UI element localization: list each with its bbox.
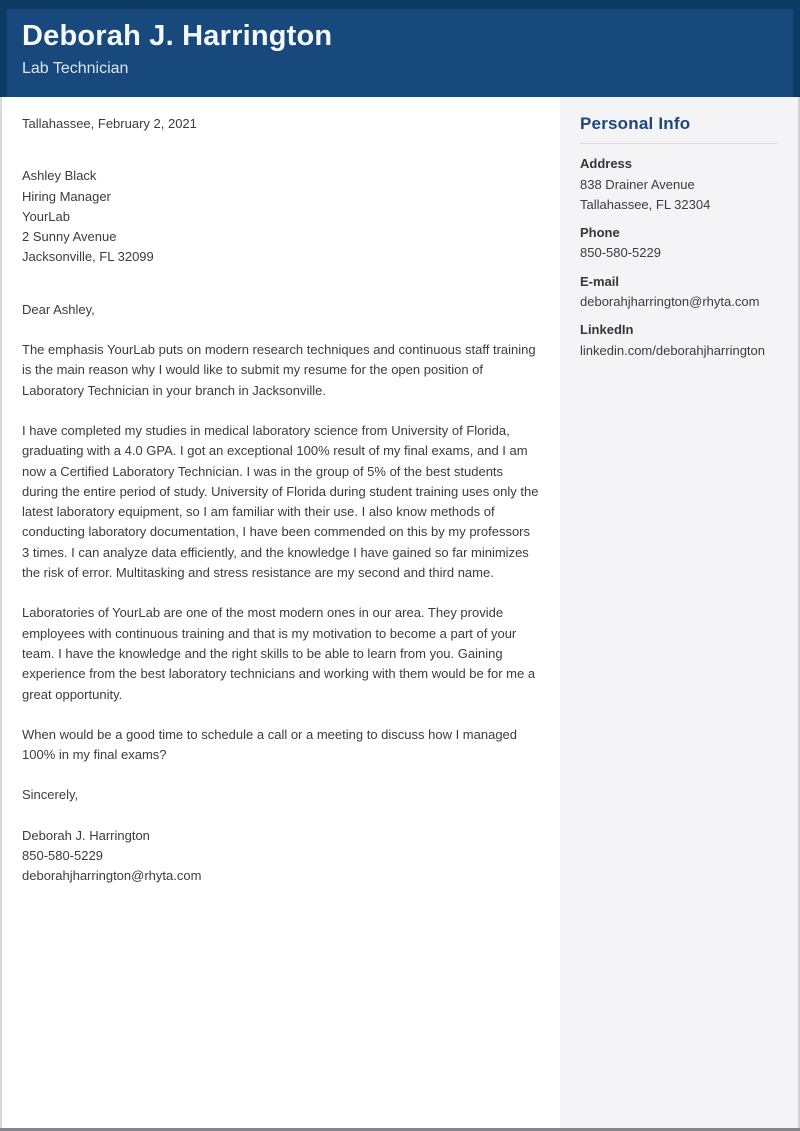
letter-header <box>0 0 800 97</box>
signature-line: Deborah J. Harrington <box>22 827 150 843</box>
sidebar-section-label: E-mail <box>580 273 620 289</box>
signature-block <box>22 826 540 887</box>
letter-paragraphs <box>22 340 540 765</box>
letter-column <box>0 97 560 1128</box>
sidebar-section <box>580 223 778 264</box>
letter-paragraph: Laboratories of YourLab are one of the most modern ones in our area. They provide employees with continuous training and that is my motivation to become a part of your team. I have the knowledge and the right skills to be able to learn from you. Gaining experience from the best laboratory technicians and working with them would be for me a great opportunity. <box>22 605 536 702</box>
recipient-line: Jacksonville, FL 32099 <box>22 249 154 265</box>
sidebar-section <box>580 154 778 215</box>
letter-date: Tallahassee, February 2, 2021 <box>22 116 197 131</box>
sidebar-section <box>580 272 778 313</box>
salutation: Dear Ashley, <box>22 301 95 317</box>
recipient-line: 2 Sunny Avenue <box>22 229 117 245</box>
sidebar-section-value: 838 Drainer Avenue <box>580 176 695 192</box>
sidebar-sections <box>580 154 778 361</box>
sidebar-section <box>580 320 778 361</box>
signature-line: 850-580-5229 <box>22 848 103 864</box>
sidebar-section-value: deborahjharrington@rhyta.com <box>580 294 760 310</box>
closing: Sincerely, <box>22 787 79 803</box>
sidebar-section-value: Tallahassee, FL 32304 <box>580 196 711 212</box>
sidebar-section-value: 850-580-5229 <box>580 245 661 261</box>
sidebar-section-value: linkedin.com/deborahjharrington <box>580 342 766 358</box>
page-body <box>0 97 800 1128</box>
sidebar-title: Personal Info <box>580 114 778 144</box>
recipient-line: Hiring Manager <box>22 188 111 204</box>
personal-info-sidebar <box>560 97 800 1128</box>
sidebar-section-label: Phone <box>580 225 620 241</box>
candidate-job-title: Lab Technician <box>22 60 129 77</box>
recipient-line: YourLab <box>22 208 70 224</box>
sidebar-section-label: LinkedIn <box>580 322 634 338</box>
recipient-block <box>22 166 540 267</box>
letter-paragraph: I have completed my studies in medical laboratory science from University of Florida, graduating with a 4.0 GPA. I got an exceptional 100% result of my final exams, and I am now a Certified Laboratory Technician. I was in the group of 5% of the best students during the entire period of study. University of Florida during student training uses only the latest laboratory equipment, so I am familiar with their use. I also know methods of conducting laboratory documentation, I have been commended on this by my professors 3 times. I can analyze data efficiently, and the knowledge I have gained so far minimizes the risk of error. Multitasking and stress resistance are my second and third name. <box>22 422 539 581</box>
candidate-name: Deborah J. Harrington <box>22 20 333 52</box>
signature-line: deborahjharrington@rhyta.com <box>22 868 202 884</box>
sidebar-section-label: Address <box>580 156 633 172</box>
letter-paragraph: The emphasis YourLab puts on modern research techniques and continuous staff training is the main reason why I would like to submit my resume for the open position of Laboratory Technician in your branch in Jacksonville. <box>22 342 536 398</box>
letter-paragraph: When would be a good time to schedule a call or a meeting to discuss how I managed 100% in my final exams? <box>22 726 518 763</box>
recipient-line: Ashley Black <box>22 168 97 184</box>
